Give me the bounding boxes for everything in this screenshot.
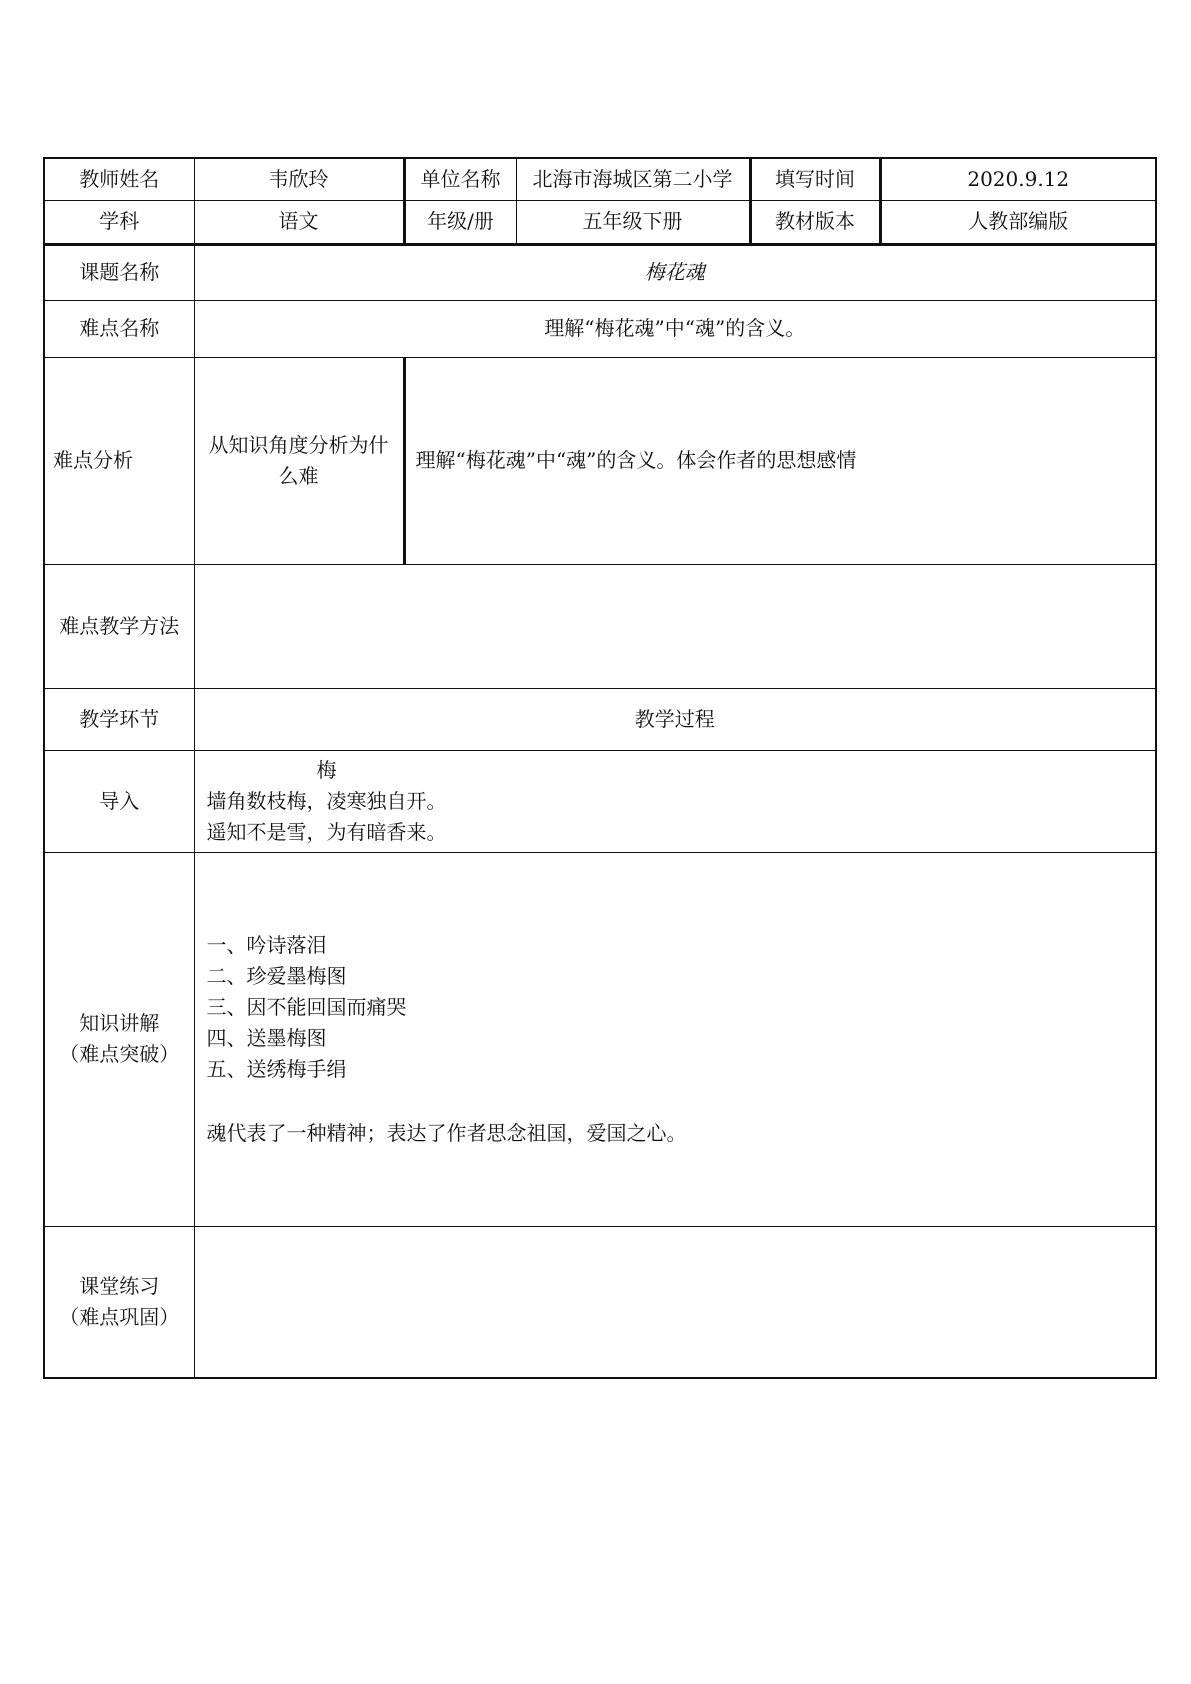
spacer [207, 1085, 1144, 1118]
method-label: 难点教学方法 [44, 564, 194, 688]
poem-line: 遥知不是雪，为有暗香来。 [206, 819, 447, 844]
teacher-name-label: 教师姓名 [44, 158, 194, 200]
difficulty-label: 难点名称 [44, 300, 194, 357]
difficulty-row [44, 300, 1156, 357]
topic-value: 梅花魂 [194, 244, 1156, 300]
teacher-name-value: 韦欣玲 [194, 158, 404, 200]
analysis-label: 难点分析 [44, 357, 194, 564]
practice-row [44, 1226, 1156, 1378]
edition-value: 人教部编版 [880, 200, 1156, 244]
knowledge-summary: 魂代表了一种精神；表达了作者思念祖国，爱国之心。 [206, 1120, 687, 1145]
edition-label: 教材版本 [750, 200, 880, 244]
practice-value [194, 1226, 1156, 1378]
analysis-value: 理解“梅花魂”中“魂”的含义。体会作者的思想感情 [404, 357, 1156, 564]
intro-label: 导入 [44, 750, 194, 852]
header-row-2 [44, 200, 1156, 244]
list-item: 二、珍爱墨梅图 [206, 963, 347, 988]
method-row [44, 564, 1156, 688]
lesson-plan-table [43, 157, 1157, 1379]
practice-label [44, 1226, 194, 1378]
date-value: 2020.9.12 [880, 158, 1156, 200]
subject-label: 学科 [44, 200, 194, 244]
process-header-row [44, 688, 1156, 750]
poem-line: 墙角数枝梅，凌寒独自开。 [206, 788, 447, 813]
difficulty-value: 理解“梅花魂”中“魂”的含义。 [194, 300, 1156, 357]
intro-row [44, 750, 1156, 852]
unit-label: 单位名称 [404, 158, 516, 200]
list-item: 一、吟诗落泪 [206, 932, 327, 957]
unit-value: 北海市海城区第二小学 [516, 158, 750, 200]
process-label: 教学过程 [194, 688, 1156, 750]
stage-label: 教学环节 [44, 688, 194, 750]
practice-label-line: 课堂练习 [79, 1273, 160, 1298]
knowledge-label [44, 852, 194, 1226]
method-value [194, 564, 1156, 688]
intro-content [194, 750, 1156, 852]
grade-label: 年级/册 [404, 200, 516, 244]
knowledge-content [194, 852, 1156, 1226]
analysis-row [44, 357, 1156, 564]
lesson-plan-form [43, 157, 1155, 1379]
date-label: 填写时间 [750, 158, 880, 200]
practice-label-line: （难点巩固） [59, 1304, 180, 1329]
grade-value: 五年级下册 [516, 200, 750, 244]
knowledge-row [44, 852, 1156, 1226]
knowledge-label-line: （难点突破） [59, 1042, 180, 1066]
list-item: 五、送绣梅手绢 [206, 1056, 347, 1081]
list-item: 四、送墨梅图 [206, 1025, 327, 1050]
subject-value: 语文 [194, 200, 404, 244]
knowledge-label-line: 知识讲解 [79, 1011, 160, 1035]
analysis-sub-label: 从知识角度分析为什么难 [194, 357, 404, 564]
header-row-1 [44, 158, 1156, 200]
poem-title: 梅 [316, 757, 337, 782]
topic-row [44, 244, 1156, 300]
topic-label: 课题名称 [44, 244, 194, 300]
list-item: 三、因不能回国而痛哭 [206, 994, 407, 1019]
